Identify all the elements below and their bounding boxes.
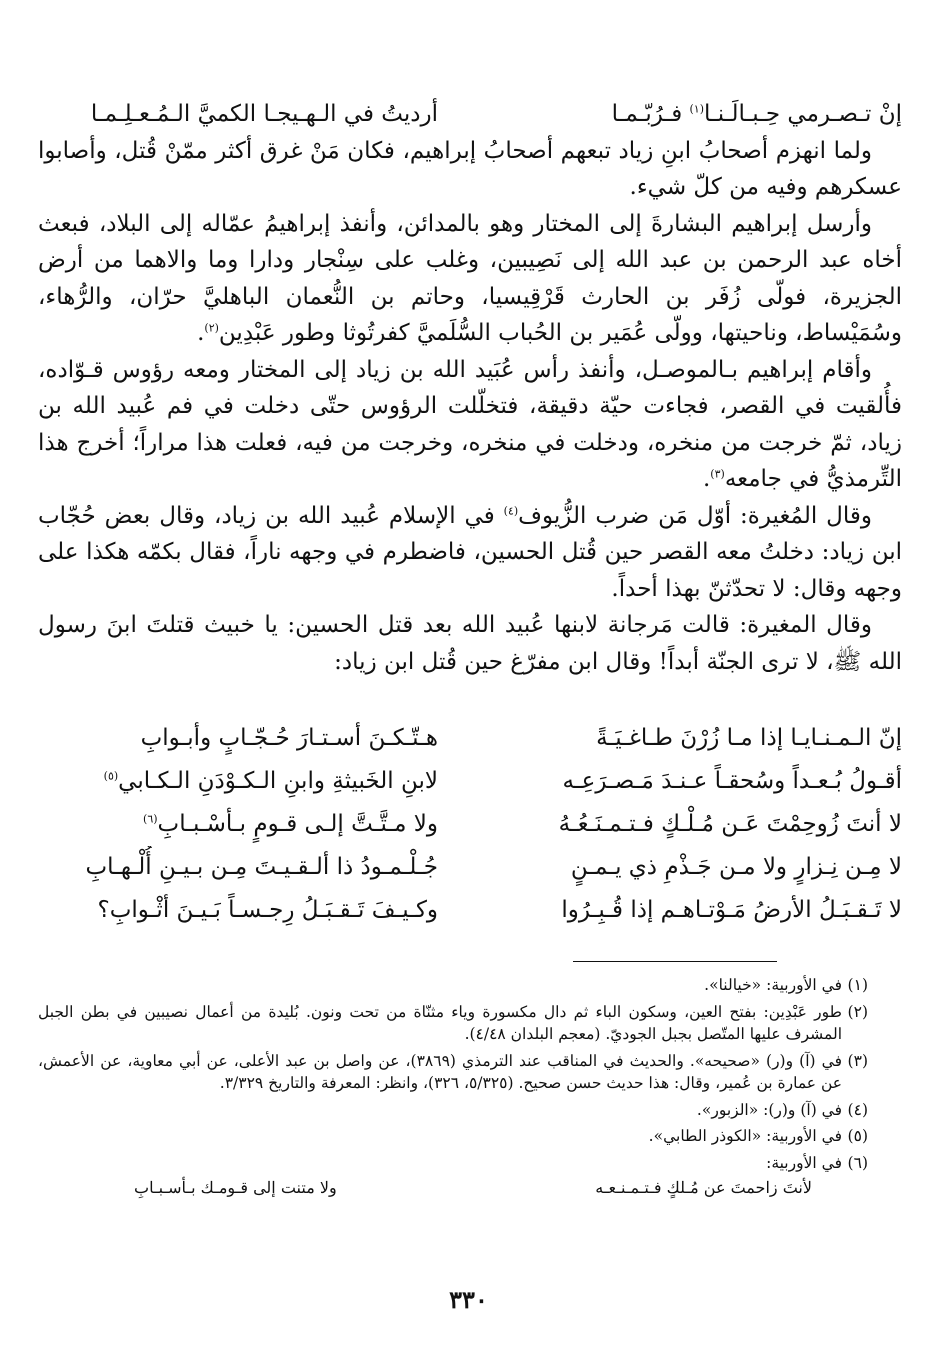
footnote-marker: (١) xyxy=(689,102,705,116)
footnote-marker: (٤) xyxy=(503,503,519,517)
verse-second-hemistich: ولا مـتَّـتَّ إلـى قـومٍ بـأسْـبـابِ$^{(٦)}$ xyxy=(143,811,438,837)
footnote xyxy=(38,1099,902,1122)
poem xyxy=(38,717,902,932)
verse-second-hemistich: أرديتُ في الـهـيجـا الكميَّ الـمُـعـلِـمـا xyxy=(90,101,438,127)
footnote xyxy=(38,1152,902,1175)
poem-verse xyxy=(38,717,902,760)
footnote-text: في الأوربية: «الكوذر الطابي». xyxy=(648,1127,842,1145)
footnote-number: (١) xyxy=(847,976,868,994)
verse-second-hemistich: جُـلْـمـودُ ذا ألـقـيـتَ مِـن بـيـنِ أُلْـهـابِ xyxy=(85,854,438,880)
paragraph: وقال المُغيرة: أوّل مَن ضرب الزُّيوف$^{(٤)}$ في الإسلام عُبيد الله بن زياد، وقال بعض حُجّاب ابن زياد: دخلتُ معه القصر حين قُتل الحسين، فاضطرم في وجهه ناراً، فقال بكمّه هكذا على وجهه وقال: لا تحدّثنّ بهذا أحداً. xyxy=(38,502,902,602)
poem-verse xyxy=(38,889,902,932)
footnote-text: في الأوربية: «خيالنا». xyxy=(704,976,842,994)
main-text xyxy=(38,96,902,680)
page-number: ٣٣٠ xyxy=(449,1285,488,1314)
footnote xyxy=(38,974,902,997)
footnote-number: (٦) xyxy=(847,1153,868,1172)
paragraph: وقال المغيرة: قالت مَرجانة لابنها عُبيد الله بعد قتل الحسين: يا خبيث قتلتَ ابنَ رسول الله ﷺ، لا ترى الجنّة أبداً! وقال ابن مفرّغ حين قُتل ابن زياد: xyxy=(38,612,902,675)
verse-first-hemistich: لا تَـقـبَـلُ الأرضُ مَـوْتـاهـم إذا قُـبِـرُوا xyxy=(561,897,902,923)
footnote-number: (٣) xyxy=(847,1051,868,1070)
poem-verse xyxy=(38,803,902,846)
footnote-number: (٢) xyxy=(847,1002,868,1021)
paragraph: وأقام إبراهيم بـالموصـل، وأنفذ رأس عُبَيد الله بن زياد إلى المختار ومعه رؤوس قـوّاده، فأُلقيت في القصر، فجاءت حيّة دقيقة، فتخلّلت الرؤوس حتّى دخلت في فم عُبيد الله بن زياد، ثمّ خرجت من منخره، ودخلت في منخره، وخرجت من فيه، فعلت هذا مراراً؛ أخرج هذا التِّرمذيُّ في جامعه$^{(٣)}$. xyxy=(38,356,902,492)
footnote-marker: (٣) xyxy=(710,467,725,481)
verse-second-hemistich: لابنِ الخَبيثةِ وابنِ الـكـوْدَنِ الـكـابي$^{(٥)}$ xyxy=(103,768,438,794)
footnote-text: في (آ) و(ر): «الزبور». xyxy=(696,1100,842,1119)
footnote xyxy=(38,1001,902,1046)
footnote-marker: (٦) xyxy=(143,812,158,826)
verse-first-hemistich: إنْ تـصـرمي حِـبـالَـنـا$^{(١)}$ فـرُبّـمـا xyxy=(611,101,902,127)
footnote xyxy=(38,1125,902,1148)
verse-first-hemistich: لأنتَ زاحمتَ عن مُـلكٍ فـتـمـنـعـه xyxy=(595,1178,812,1197)
verse-first-hemistich: لا أنتَ زُوحِمْتَ عَـن مُـلْـكٍ فـتـمـنَـعُـهُ xyxy=(558,811,902,837)
verse-second-hemistich: هـتّـكـنَ أسـتـارَ حُـجّـابٍ وأبـوابِ xyxy=(140,725,438,751)
verse-first-hemistich: أقـولُ بُـعـداً وسُحقـاً عـنـدَ مَـصـرَعِـه xyxy=(562,768,902,794)
footnote-marker: (٢) xyxy=(204,321,219,335)
poem-verse xyxy=(38,846,902,889)
footnote-number: (٥) xyxy=(847,1127,868,1145)
verse-second-hemistich: وكـيـفَ تَـقـبَـلُ رِجـسـاً بَـيـنَ أثْـوابِ؟ xyxy=(97,897,438,923)
poem-verse xyxy=(38,760,902,803)
footnote xyxy=(38,1050,902,1095)
paragraph: وأرسل إبراهيم البشارةَ إلى المختار وهو بالمدائن، وأنفذ إبراهيمُ عمّاله إلى البلاد، فبعث أخاه عبد الرحمن بن عبد الله إلى نَصِيبين، وغلب على سِنْجار ودارا وما والاهما من أرض الجزيرة، فولّى زُفَر بن الحارث قَرْقِيسيا، وحاتم بن النُّعمان الباهليَّ حرّان، والرُّهاء، وسُمَيْساط، وناحيتها، وولّى عُمَير بن الحُباب السُّلَميَّ كفرتُوثا وطور عَبْدِين$^{(٢)}$. xyxy=(38,210,902,346)
verse-first-hemistich: لا مِـن نِـزارٍ ولا مـن جَـذْمِ ذي يـمـنٍ xyxy=(570,854,902,880)
footnote-text: طور عَبْدِين: بفتح العين، وسكون الباء ثم دال مكسورة وياء مثنّاة من تحت ونون. بُليدة من أعمال نصيبين في بطن الجبل المشرف عليها المتّصل بجبل الجوديّ. (معجم البلدان ٤/٤٨). xyxy=(38,1002,842,1043)
footnote-divider xyxy=(573,961,777,962)
footnote-marker: (٥) xyxy=(103,769,119,783)
verse-first-hemistich: إنّ الـمـنـايـا إذا مـا زُرْنَ طـاغـيَـةً xyxy=(596,725,902,751)
footnote-text: في (آ) و(ر) «صحيحه». والحديث في المناقب عند الترمذي (٣٨٦٩)، عن واصل بن عبد الأعلى، عن أبي معاوية، عن الأعمش، عن عمارة بن عُمير، وقال: هذا حديث حسن صحيح. (٥/٣٢٥، ٣٢٦)، وانظر: المعرفة والتاريخ ٣/٣٢٩. xyxy=(38,1051,842,1092)
paragraph: ولما انهزم أصحابُ ابنِ زياد تبعهم أصحابُ إبراهيم، فكان مَنْ غرق أكثر ممّنْ قُتل، وأصابوا عسكرهم وفيه من كلّ شيء. xyxy=(38,137,902,200)
footnote-text: في الأوربية: xyxy=(766,1153,842,1172)
footnote-verse xyxy=(38,1176,902,1200)
footnotes xyxy=(38,974,902,1200)
opening-verse xyxy=(38,96,902,133)
verse-second-hemistich: ولا متنت إلى قـومـك بـأسـبـابِ xyxy=(134,1178,337,1197)
footnote-number: (٤) xyxy=(847,1100,868,1119)
